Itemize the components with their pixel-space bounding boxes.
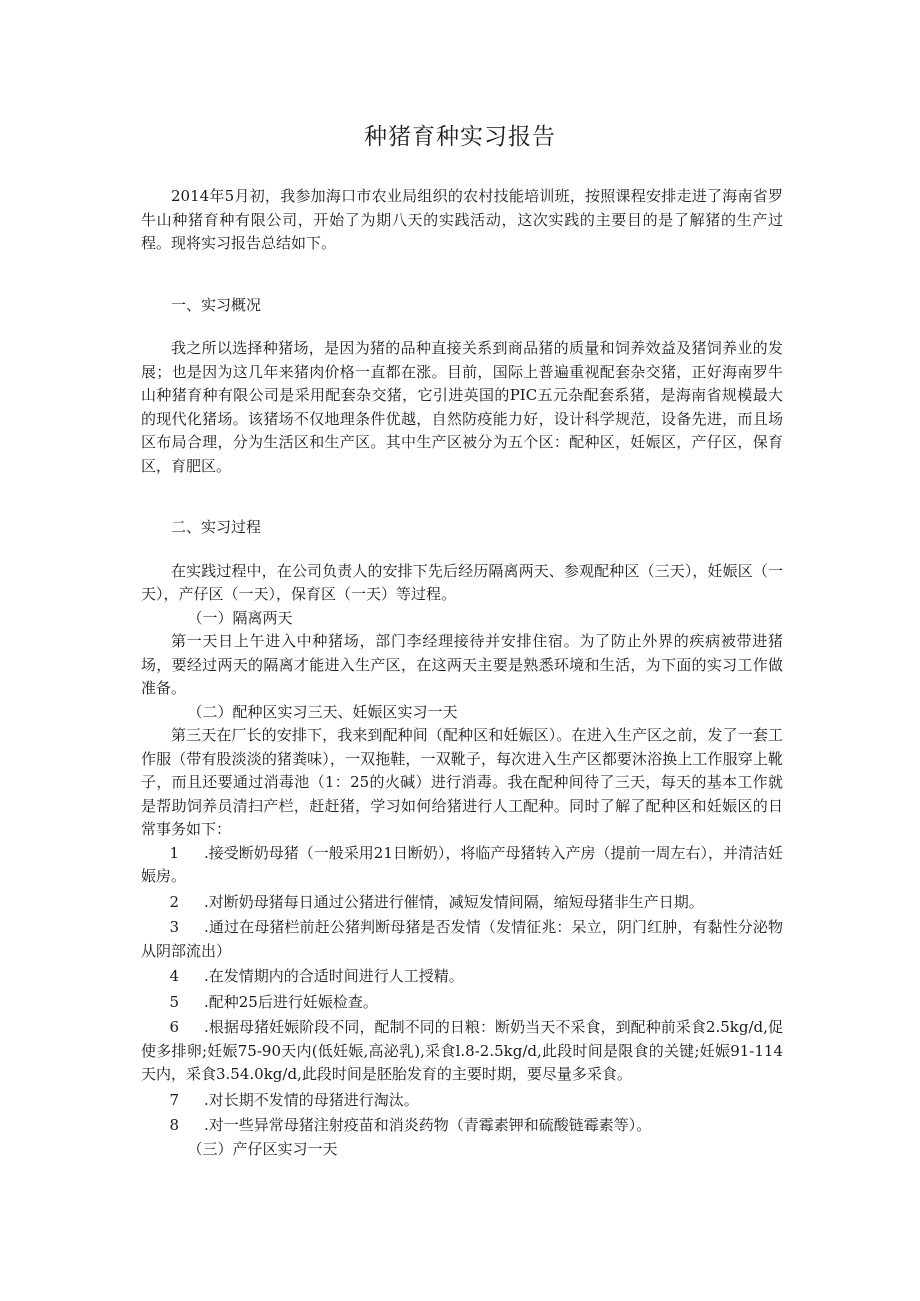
subsection-heading-farrowing: （三）产仔区实习一天 xyxy=(187,1139,338,1158)
list-item: 1 .接受断奶母猪（一般采用21日断奶），将临产母猪转入产房（提前一周左右），并清洁妊娠房。 xyxy=(141,843,783,885)
process-paragraph: 在实践过程中，在公司负责人的安排下先后经历隔离两天、参观配种区（三天），妊娠区（一天），产仔区（一天），保育区（一天）等过程。 xyxy=(141,561,783,603)
subsection-heading-isolation: （一）隔离两天 xyxy=(187,608,293,627)
list-item: 7 .对长期不发情的母猪进行淘汰。 xyxy=(169,1090,419,1109)
list-item: 2 .对断奶母猪每日通过公猪进行催情，减短发情间隔，缩短母猪非生产日期。 xyxy=(169,892,704,911)
list-item: 3 .通过在母猪栏前赶公猪判断母猪是否发情（发情征兆：呆立，阴门红肿，有黏性分泌物从阴部流出） xyxy=(141,918,783,960)
section-heading-process: 二、实习过程 xyxy=(171,518,262,536)
overview-paragraph: 我之所以选择种猪场，是因为猪的品种直接关系到商品猪的质量和饲养效益及猪饲养业的发展；也是因为这几年来猪肉价格一直都在涨。目前，国际上普遍重视配套杂交猪，正好海南罗牛山种猪育种有限公司是采用配套杂交猪，它引进英国的PIC五元杂配套系猪，是海南省规模最大的现代化猪场。该猪场不仅地理条件优越，自然防疫能力好，设计科学规范，设备先进，而且场区布局合理，分为生活区和生产区。其中生产区被分为五个区：配种区，妊娠区，产仔区，保育区，育肥区。 xyxy=(141,339,783,475)
report-body xyxy=(141,185,783,1161)
list-item: 6 .根据母猪妊娠阶段不同，配制不同的日粮：断奶当天不采食，到配种前采食2.5kg/d,促使多排卵;妊娠75-90天内(低妊娠,高泌乳),采食l.8-2.5kg/d,此段时间是限食的关键;妊娠91-114天内，采食3.54.0kg/d,此段时间是胚胎发育的主要时期，要尽量多采食。 xyxy=(141,1018,783,1083)
isolation-paragraph: 第一天日上午进入中种猪场，部门李经理接待并安排住宿。为了防止外界的疾病被带进猪场，要经过两天的隔离才能进入生产区，在这两天主要是熟悉环境和生活，为下面的实习工作做准备。 xyxy=(141,632,783,697)
list-item: 8 .对一些异常母猪注射疫苗和消炎药物（青霉素钾和硫酸链霉素等）。 xyxy=(169,1116,652,1134)
subsection-heading-breeding: （二）配种区实习三天、妊娠区实习一天 xyxy=(187,702,458,721)
section-heading-overview: 一、实习概况 xyxy=(171,295,262,314)
report-title: 种猪育种实习报告 xyxy=(364,124,556,150)
list-item: 4 .在发情期内的合适时间进行人工授精。 xyxy=(169,967,464,985)
intro-paragraph: 2014年5月初，我参加海口市农业局组织的农村技能培训班，按照课程安排走进了海南省罗牛山种猪育种有限公司，开始了为期八天的实践活动，这次实践的主要目的是了解猪的生产过程。现将实习报告总结如下。 xyxy=(141,187,783,252)
breeding-paragraph: 第三天在厂长的安排下，我来到配种间（配种区和妊娠区）。在进入生产区之前，发了一套工作服（带有股淡淡的猪粪味），一双拖鞋，一双靴子，每次进入生产区都要沐浴换上工作服穿上靴子，而且还要通过消毒池（1：25的火碱）进行消毒。我在配种间待了三天，每天的基本工作就是帮助饲养员清扫产栏，赶赶猪，学习如何给猪进行人工配种。同时了解了配种区和妊娠区的日常事务如下： xyxy=(141,726,783,838)
list-item: 5 .配种25后进行妊娠检查。 xyxy=(169,992,378,1011)
